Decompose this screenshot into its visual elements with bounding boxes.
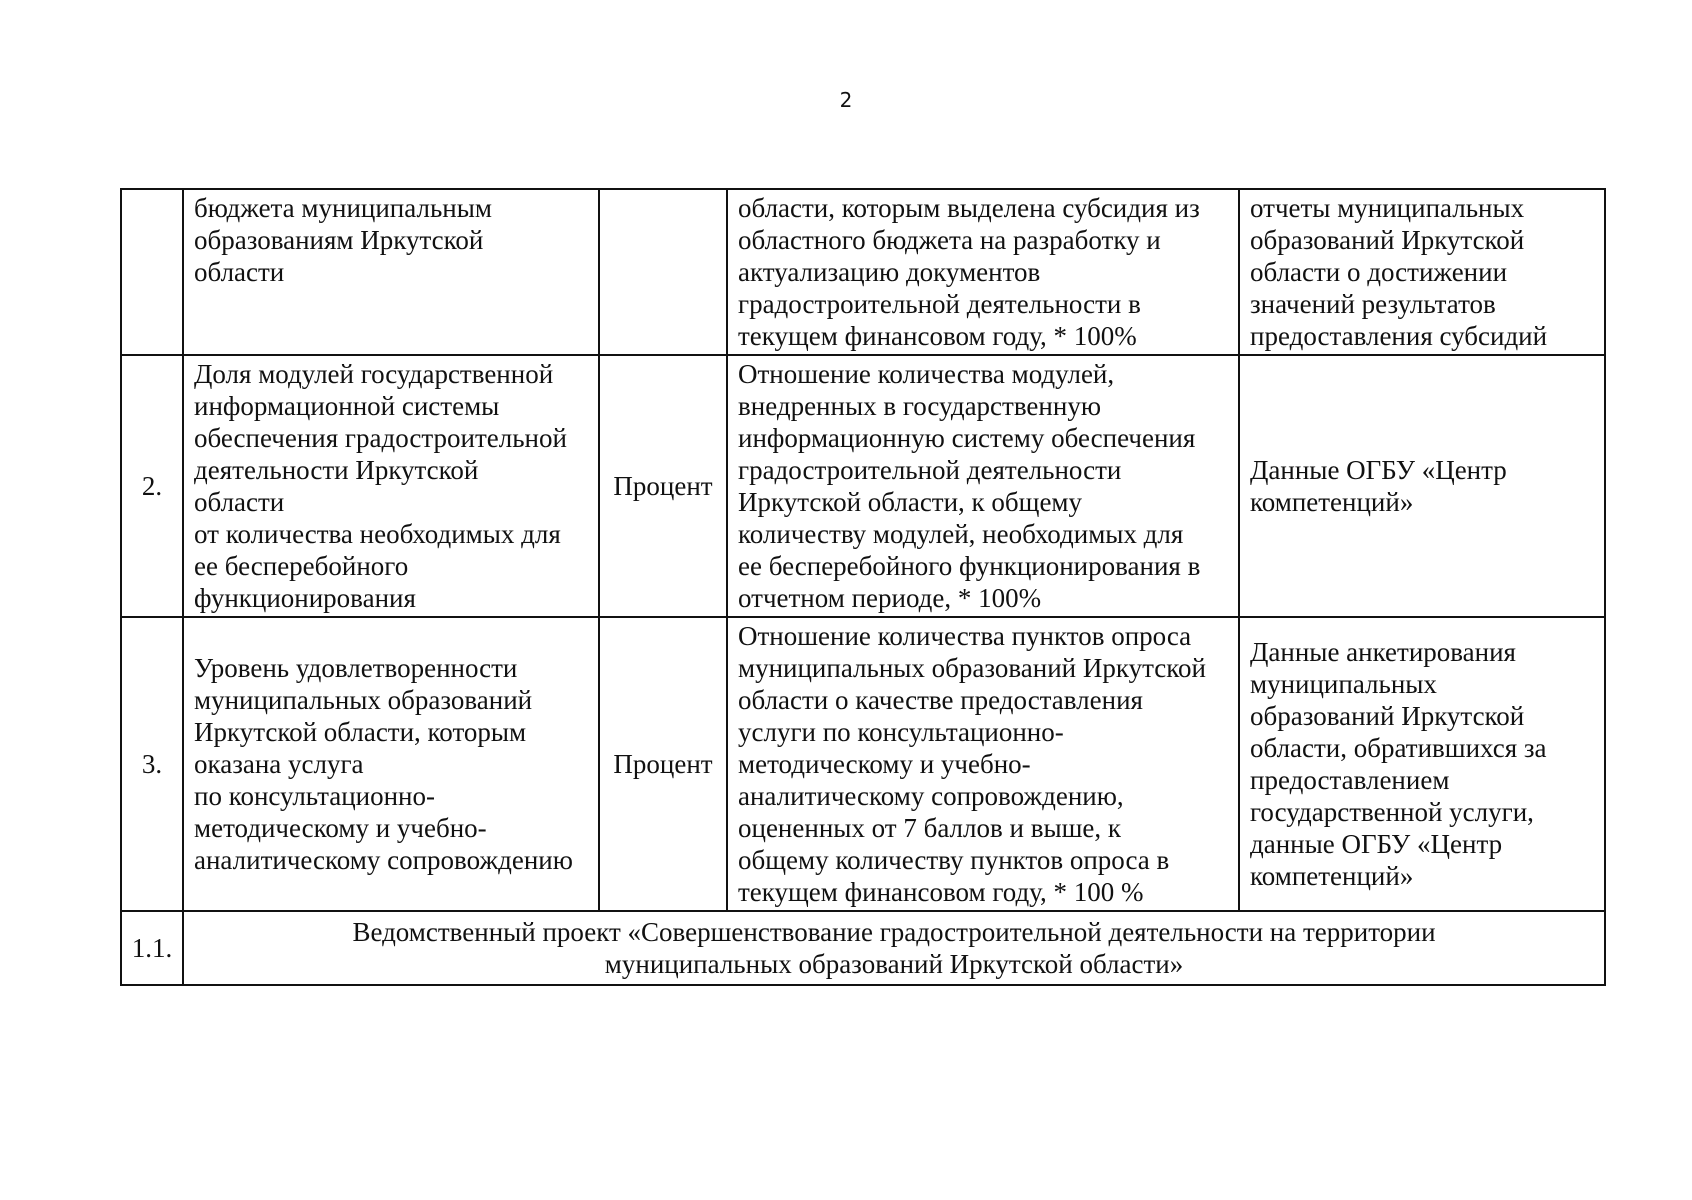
project-title-cell: Ведомственный проект «Совершенствование градостроительной деятельности на территории муниципальных образований Иркутской области» [183,911,1605,985]
row-number-cell: 3. [121,617,183,911]
unit-cell: Процент [599,617,727,911]
unit-cell [599,189,727,355]
indicator-name-cell: Доля модулей государственной информационной системы обеспечения градостроительной деятельности Иркутской области от количества необходимых для ее бесперебойного функционирования [183,355,599,617]
table-row [121,189,1605,355]
page-number: 2 [839,88,853,112]
calculation-method-cell: Отношение количества модулей, внедренных в государственную информационную систему обеспечения градостроительной деятельности Иркутской области, к общему количеству модулей, необходимых для ее бесперебойного функционирования в отчетном периоде, * 100% [727,355,1239,617]
data-source-cell: Данные ОГБУ «Центр компетенций» [1239,355,1605,617]
row-number-cell [121,189,183,355]
data-source-cell: отчеты муниципальных образований Иркутской области о достижении значений результатов предоставления субсидий [1239,189,1605,355]
row-number-cell: 2. [121,355,183,617]
data-source-cell: Данные анкетирования муниципальных образований Иркутской области, обратившихся за предоставлением государственной услуги, данные ОГБУ «Центр компетенций» [1239,617,1605,911]
table-row [121,355,1605,617]
calculation-method-cell: области, которым выделена субсидия из областного бюджета на разработку и актуализацию документов градостроительной деятельности в текущем финансовом году, * 100% [727,189,1239,355]
row-number-cell: 1.1. [121,911,183,985]
indicator-name-cell: Уровень удовлетворенности муниципальных образований Иркутской области, которым оказана услуга по консультационно- методическому и учебно- аналитическому сопровождению [183,617,599,911]
indicator-name-cell: бюджета муниципальным образованиям Иркутской области [183,189,599,355]
project-row [121,911,1605,985]
calculation-method-cell: Отношение количества пунктов опроса муниципальных образований Иркутской области о качестве предоставления услуги по консультационно- методическому и учебно- аналитическому сопровождению, оцененных от 7 баллов и выше, к общему количеству пунктов опроса в текущем финансовом году, * 100 % [727,617,1239,911]
table-row [121,617,1605,911]
unit-cell: Процент [599,355,727,617]
indicators-table [120,188,1606,986]
